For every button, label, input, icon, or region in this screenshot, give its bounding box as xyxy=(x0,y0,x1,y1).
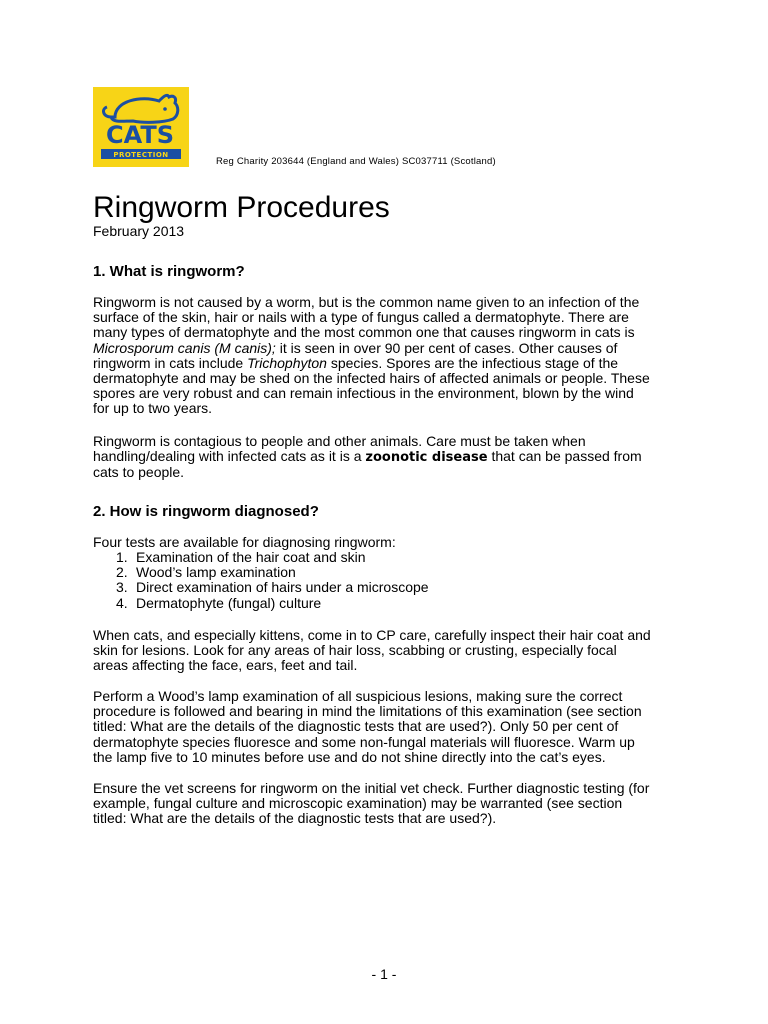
page-number: - 1 - xyxy=(371,966,397,982)
text-line xyxy=(93,341,673,356)
cat-logo-icon xyxy=(93,87,189,167)
list-number: 3. xyxy=(116,579,128,596)
logo-cats-text: CATS xyxy=(106,121,174,149)
list-item-text: Examination of the hair coat and skin xyxy=(136,549,366,565)
text-line: skin for lesions. Look for any areas of hair loss, scabbing or crusting, especially focal xyxy=(93,642,617,659)
zoonotic-disease-term: zoonotic disease xyxy=(365,450,488,466)
paragraph-vet-screening xyxy=(93,781,673,827)
logo-protection-text: PROTECTION xyxy=(113,151,169,159)
paragraph-inspect-coat xyxy=(93,628,673,674)
list-item xyxy=(116,580,429,595)
paragraph-ringworm-definition xyxy=(93,295,673,417)
section-heading-diagnosis: 2. How is ringworm diagnosed? xyxy=(93,503,319,520)
text-fragment: ringworm in cats include xyxy=(93,354,248,371)
paragraph-tests-intro xyxy=(93,535,673,550)
cats-protection-logo xyxy=(93,87,189,167)
species-name-italic: Microsporum canis (M canis); xyxy=(93,339,276,356)
document-date: February 2013 xyxy=(93,223,185,239)
text-line: Ensure the vet screens for ringworm on the initial vet check. Further diagnostic testing (for xyxy=(93,780,650,796)
text-fragment: it is seen in over 90 per cent of cases. Other causes of xyxy=(275,339,618,356)
list-item xyxy=(116,550,429,565)
section-heading-what-is-ringworm: 1. What is ringworm? xyxy=(93,263,245,280)
text-line: Perform a Wood’s lamp examination of all suspicious lesions, making sure the correct xyxy=(93,688,623,704)
paragraph-contagious xyxy=(93,434,673,481)
text-line: titled: What are the details of the diagnostic tests that are used?). xyxy=(93,810,497,827)
text-line: Ringworm is not caused by a worm, but is the common name given to an infection of the xyxy=(93,294,640,310)
paragraph-woods-lamp xyxy=(93,689,673,765)
text-fragment: species. Spores are the infectious stage of the xyxy=(326,354,619,371)
text-line: surface of the skin, hair or nails with a type of fungus called a dermatophyte. There are xyxy=(93,309,629,326)
list-item xyxy=(116,596,429,611)
text-line: dermatophyte species fluoresce and some non-fungal materials will fluoresce. Warm up xyxy=(93,733,635,750)
text-line: Four tests are available for diagnosing ringworm: xyxy=(93,534,396,550)
diagnostic-tests-list xyxy=(116,550,429,611)
list-number: 4. xyxy=(116,594,128,611)
list-item-text: Dermatophyte (fungal) culture xyxy=(136,594,322,611)
list-number: 2. xyxy=(116,564,128,581)
genus-name-italic: Trichophyton xyxy=(247,354,327,371)
text-line xyxy=(93,449,673,465)
text-line: titled: What are the details of the diagnostic tests that are used?). Only 50 per cent of xyxy=(93,718,619,735)
text-fragment: that can be passed from xyxy=(487,448,642,465)
text-line: When cats, and especially kittens, come in to CP care, carefully inspect their hair coat and xyxy=(93,627,651,643)
text-fragment: handling/dealing with infected cats as it is a xyxy=(93,448,366,465)
list-number: 1. xyxy=(116,549,128,565)
list-item xyxy=(116,565,429,580)
list-item-text: Wood’s lamp examination xyxy=(136,564,296,581)
registered-charity-line: Reg Charity 203644 (England and Wales) SC037711 (Scotland) xyxy=(216,156,496,167)
text-line: areas affecting the face, ears, feet and tail. xyxy=(93,657,358,674)
text-line: spores are very robust and can remain infectious in the environment, blown by the wind xyxy=(93,385,634,402)
page-title: Ringworm Procedures xyxy=(93,191,390,224)
text-line: for up to two years. xyxy=(93,400,213,417)
text-line xyxy=(93,356,673,371)
text-line: Ringworm is contagious to people and other animals. Care must be taken when xyxy=(93,433,586,449)
text-line: procedure is followed and bearing in mind the limitations of this examination (see section xyxy=(93,703,642,720)
text-line: dermatophyte and may be shed on the infected hairs of affected animals or people. These xyxy=(93,370,650,387)
text-line: the lamp five to 10 minutes before use and do not shine directly into the cat’s eyes. xyxy=(93,748,606,765)
text-line: example, fungal culture and microscopic examination) may be warranted (see section xyxy=(93,795,623,812)
text-line: many types of dermatophyte and the most common one that causes ringworm in cats is xyxy=(93,324,635,341)
list-item-text: Direct examination of hairs under a microscope xyxy=(136,579,429,596)
text-line: cats to people. xyxy=(93,464,185,481)
